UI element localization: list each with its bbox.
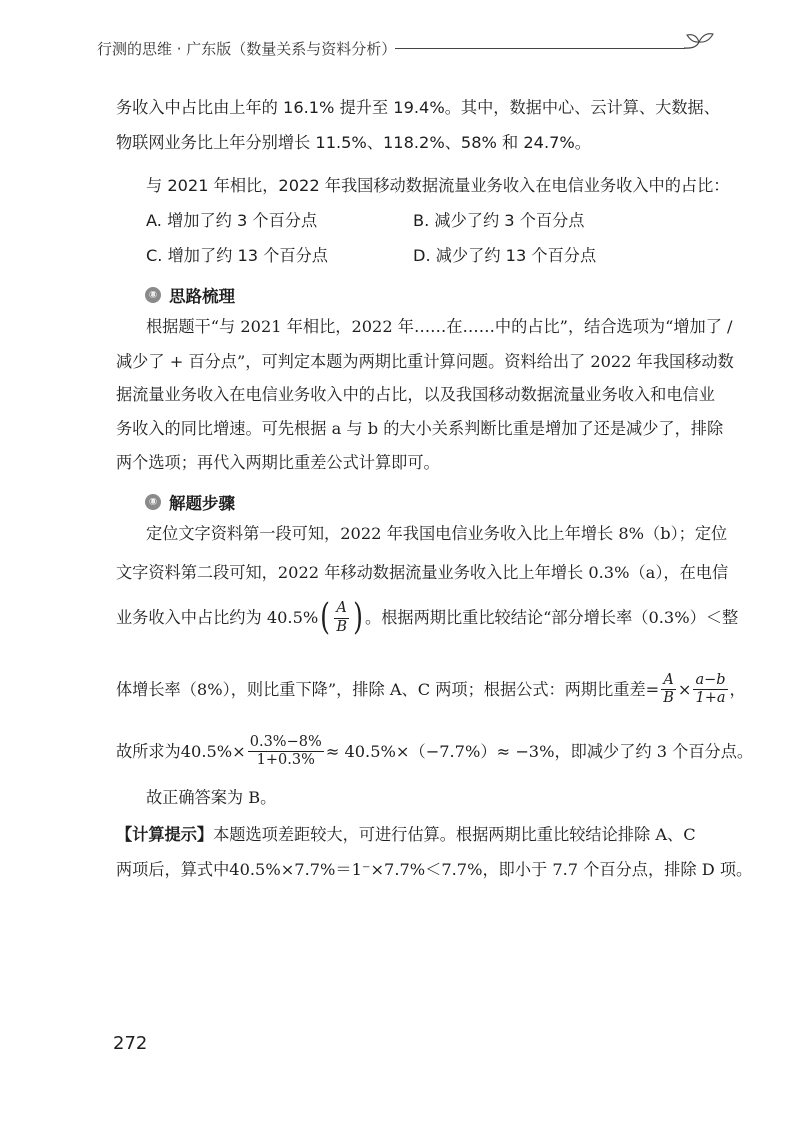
thinking-line-4: 务收入的同比增速。可先根据 a 与 b 的大小关系判断比重是增加了还是减少了，排除 — [116, 419, 724, 438]
thinking-line-3: 据流量业务收入在电信业务收入中的占比，以及我国移动数据流量业务收入和电信业 — [116, 385, 715, 404]
thinking-line-2: 减少了 + 百分点”，可判定本题为两期比重计算问题。资料给出了 2022 年我国移动数 — [116, 352, 734, 371]
solution-line-2: 文字资料第二段可知，2022 年移动数据流量业务收入比上年增长 0.3%（a），在电信 — [116, 563, 729, 582]
calc-fraction: $\frac{0.3\%-8\%}{1+0.3\%}$ — [249, 734, 322, 769]
question-line-1: 务收入中占比由上年的 16.1% 提升至 19.4%。其中，数据中心、云计算、大数据、 — [116, 98, 720, 117]
option-c: C. 增加了约 13 个百分点 — [146, 246, 328, 265]
solution-line-4: 体增长率（8%），则比重下降”，排除 A、C 两项；根据公式：两期比重差= $\frac{A}{B}$ × $\frac{a-b}{1+a}$ ， — [116, 672, 746, 707]
section-title: 解题步骤 — [169, 494, 235, 513]
section-title: 思路梳理 — [169, 287, 235, 306]
ratio-fraction: ( $\frac{A}{B}$ ) — [320, 597, 363, 638]
header-rule — [395, 48, 685, 49]
solution-line-3: 业务收入中占比约为 40.5% ( $\frac{A}{B}$ ) 。根据两期比重比较结论“部分增长率（0.3%）＜整 — [116, 597, 739, 638]
option-a: A. 增加了约 3 个百分点 — [146, 211, 318, 230]
section-badge-icon: ⑧ — [145, 287, 161, 303]
tip-label: 【计算提示】 — [116, 825, 214, 844]
page-number: 272 — [113, 1033, 148, 1054]
section-heading-thinking — [145, 283, 235, 307]
option-b: B. 减少了约 3 个百分点 — [413, 211, 585, 230]
option-d: D. 减少了约 13 个百分点 — [413, 246, 597, 265]
thinking-line-1: 根据题干“与 2021 年相比，2022 年……在……中的占比”，结合选项为“增加了 / — [146, 317, 733, 336]
tip-line-2: 两项后，算式中40.5%×7.7%＝1⁻×7.7%＜7.7%，即小于 7.7 个百分点，排除 D 项。 — [116, 860, 753, 879]
question-line-2: 物联网业务比上年分别增长 11.5%、118.2%、58% 和 24.7%。 — [116, 133, 591, 152]
tip-line-1: 【计算提示】本题选项差距较大，可进行估算。根据两期比重比较结论排除 A、C — [116, 825, 696, 844]
formula-fraction-rate: $\frac{a-b}{1+a}$ — [695, 672, 726, 707]
solution-line-1: 定位文字资料第一段可知，2022 年我国电信业务收入比上年增长 8%（b）；定位 — [146, 524, 728, 543]
sprout-icon — [682, 28, 716, 52]
thinking-line-5: 两个选项；再代入两期比重差公式计算即可。 — [116, 453, 440, 472]
question-stem: 与 2021 年相比，2022 年我国移动数据流量业务收入在电信业务收入中的占比： — [146, 176, 730, 195]
section-badge-icon: ⑧ — [145, 494, 161, 510]
section-heading-solution — [145, 490, 235, 514]
formula-fraction-AB: $\frac{A}{B}$ — [663, 672, 674, 707]
solution-line-5: 故所求为40.5%× $\frac{0.3\%-8\%}{1+0.3\%}$ ≈ 40.5%×（−7.7%）≈ −3%，即减少了约 3 个百分点。 — [116, 734, 754, 769]
running-header: 行测的思维 · 广东版（数量关系与资料分析） — [97, 40, 397, 58]
answer-line: 故正确答案为 B。 — [146, 788, 277, 807]
